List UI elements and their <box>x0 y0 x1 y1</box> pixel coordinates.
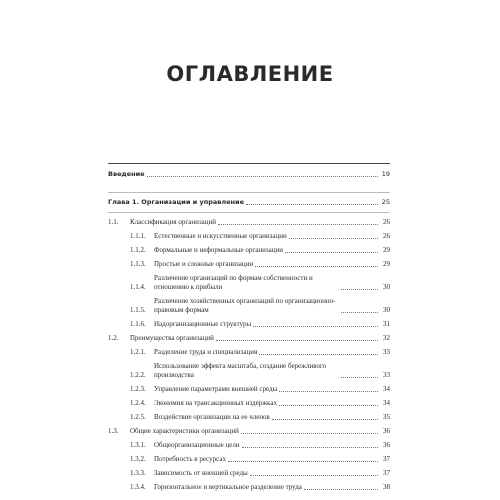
dot-leader <box>250 475 378 476</box>
toc-entry-page: 36 <box>383 441 390 449</box>
toc-entry-page: 33 <box>383 371 390 379</box>
toc-entry-number: 1.3.4. <box>130 483 146 491</box>
dot-leader <box>285 252 378 253</box>
toc-entry-page: 36 <box>383 427 390 435</box>
toc-entry-page: 30 <box>383 306 390 314</box>
toc-entry-page: 31 <box>383 320 390 328</box>
toc-entry[interactable] <box>108 385 390 394</box>
toc-entry-number: 1.2.1. <box>130 348 146 356</box>
table-of-contents <box>108 160 390 497</box>
dot-leader <box>228 461 378 462</box>
toc-entry-page: 37 <box>383 455 390 463</box>
toc-entry[interactable] <box>108 455 390 464</box>
toc-entry-text: Использование эффекта масштаба, создание бережливого производства <box>154 362 327 379</box>
toc-entry-page: 38 <box>383 483 390 491</box>
toc-entry-number: 1.1. <box>108 218 119 226</box>
toc-entry[interactable] <box>108 260 390 269</box>
toc-entry-page: 26 <box>383 232 390 240</box>
dot-leader <box>253 326 378 327</box>
dot-leader <box>255 266 378 267</box>
toc-entry[interactable] <box>108 334 390 343</box>
toc-entry[interactable] <box>108 297 390 315</box>
section-rule <box>108 192 390 193</box>
toc-entry-page: 19 <box>381 170 390 178</box>
toc-entry[interactable] <box>108 232 390 241</box>
toc-entry[interactable] <box>108 274 390 292</box>
section-rule <box>108 212 390 213</box>
dot-leader <box>246 204 378 205</box>
toc-entry[interactable] <box>108 483 390 492</box>
toc-entry-page: 34 <box>383 385 390 393</box>
toc-entry[interactable] <box>108 246 390 255</box>
toc-entry-page: 29 <box>383 246 390 254</box>
toc-entry-number: 1.3. <box>108 427 119 435</box>
dot-leader <box>289 238 378 239</box>
dot-leader <box>272 419 378 420</box>
dot-leader <box>341 377 378 378</box>
toc-entry-page: 29 <box>383 260 390 268</box>
toc-entry-text: Различение организаций по формам собственности и отношению к прибыли <box>154 274 313 291</box>
toc-entry-text: Формальные и неформальные организации <box>154 246 283 254</box>
dot-leader <box>242 447 378 448</box>
dot-leader <box>341 312 378 313</box>
toc-entry-page: 26 <box>383 218 390 226</box>
toc-entry-page: 30 <box>383 283 390 291</box>
toc-entry-number: 1.1.4. <box>130 283 146 291</box>
toc-entry-number: 1.2.2. <box>130 371 146 379</box>
toc-entry-page: 37 <box>383 469 390 477</box>
toc-entry[interactable] <box>108 441 390 450</box>
toc-entry-text: Надорганизационные структуры <box>154 320 252 328</box>
toc-entry-number: 1.2.3. <box>130 385 146 393</box>
dot-leader <box>304 489 378 490</box>
toc-entry-number: 1.3.3. <box>130 469 146 477</box>
dot-leader <box>218 224 378 225</box>
toc-entry[interactable] <box>108 469 390 478</box>
toc-entry-page: 35 <box>383 413 390 421</box>
toc-entry-number: 1.2.5. <box>130 413 146 421</box>
toc-entry-number: 1.1.3. <box>130 260 146 268</box>
toc-entry[interactable] <box>108 427 390 436</box>
toc-entry-intro[interactable] <box>108 170 390 179</box>
toc-entry-chapter-1[interactable] <box>108 198 390 207</box>
toc-entry-text: Горизонтальное и вертикальное разделение труда <box>154 483 302 491</box>
toc-entry-text: Различение хозяйственных организаций по организационно-правовым формам <box>154 297 336 314</box>
dot-leader <box>279 391 378 392</box>
toc-entry-page: 34 <box>383 399 390 407</box>
toc-entry-text: Общеорганизационные цели <box>154 441 240 449</box>
toc-entry[interactable] <box>108 399 390 408</box>
toc-entry-text: Естественные и искусственные организации <box>154 232 287 240</box>
toc-entry-number: 1.1.5. <box>130 306 146 314</box>
toc-entry-text: Экономия на трансакционных издержках <box>154 399 277 407</box>
toc-entry-text: Простые и сложные организации <box>154 260 254 268</box>
dot-leader <box>259 354 378 355</box>
toc-entry-text: Потребность в ресурсах <box>154 455 226 463</box>
toc-entry-number: 1.2. <box>108 334 119 342</box>
toc-entry-page: 33 <box>383 348 390 356</box>
dot-leader <box>216 340 378 341</box>
toc-entry-text: Преимущества организаций <box>130 334 214 342</box>
toc-entry-text: Зависимость от внешней среды <box>154 469 248 477</box>
page-title: ОГЛАВЛЕНИЕ <box>166 62 334 86</box>
toc-entry-text: Воздействие организации на ее членов <box>154 413 270 421</box>
toc-entry-text: Управление параметрами внешней среды <box>154 385 278 393</box>
top-rule <box>108 163 390 164</box>
toc-entry[interactable] <box>108 218 390 227</box>
toc-entry-number: 1.3.2. <box>130 455 146 463</box>
toc-entry-text: Разделение труда и специализация <box>154 348 258 356</box>
toc-entry-page: 32 <box>383 334 390 342</box>
toc-entry-number: 1.1.1. <box>130 232 146 240</box>
toc-entry-page: 25 <box>381 198 390 206</box>
toc-entry-number: 1.1.6. <box>130 320 146 328</box>
dot-leader <box>241 433 378 434</box>
toc-entry[interactable] <box>108 413 390 422</box>
toc-entry-text: Введение <box>108 170 145 178</box>
dot-leader <box>279 405 378 406</box>
toc-entry-number: 1.1.2. <box>130 246 146 254</box>
toc-entry[interactable] <box>108 348 390 357</box>
dot-leader <box>147 176 378 177</box>
toc-entry-number: 1.3.1. <box>130 441 146 449</box>
dot-leader <box>341 289 378 290</box>
toc-entry-text: Глава 1. Организации и управление <box>108 198 244 206</box>
toc-entry-text: Классификация организаций <box>130 218 216 226</box>
toc-entry[interactable] <box>108 362 390 380</box>
toc-entry-number: 1.2.4. <box>130 399 146 407</box>
toc-entry[interactable] <box>108 320 390 329</box>
toc-entry-text: Общие характеристики организаций <box>130 427 239 435</box>
